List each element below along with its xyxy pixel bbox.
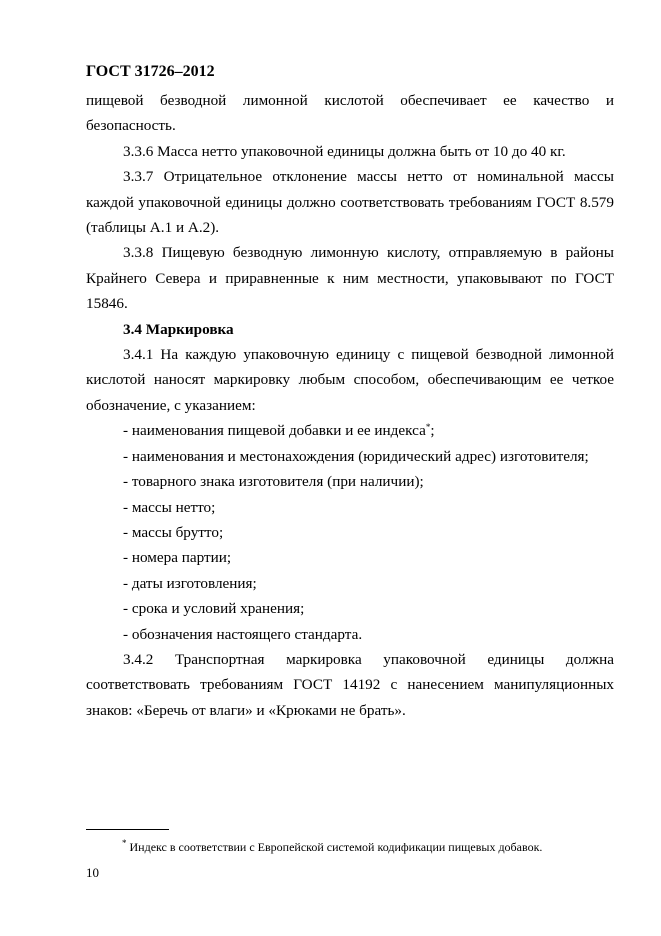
paragraph-3-3-8: 3.3.8 Пищевую безводную лимонную кислоту, отправляемую в районы Крайнего Севера и приравненные к ним местности, упаковывают по ГОСТ 15846.: [86, 244, 614, 313]
page-number: 10: [86, 865, 99, 880]
footnote-reference: *: [425, 422, 431, 433]
list-item: - номера партии;: [123, 549, 232, 567]
paragraph-3-4-1: 3.4.1 На каждую упаковочную единицу с пищевой безводной лимонной кислотой наносят маркировку любым способом, обеспечивающим ее четкое обозначение, с указанием:: [86, 346, 614, 414]
footnote-text: Индекс в соответствии с Европейской системой кодификации пищевых добавок.: [126, 840, 543, 854]
list-item: - товарного знака изготовителя (при наличии);: [123, 473, 424, 491]
footnote-mark: *: [122, 838, 127, 848]
list-item: - срока и условий хранения;: [123, 600, 305, 618]
list-item-text: - наименования пищевой добавки и ее индекса: [123, 422, 426, 440]
paragraph-continuation: пищевой безводной лимонной кислотой обеспечивает ее качество и безопасность.: [86, 92, 614, 135]
list-item: - массы нетто;: [123, 498, 216, 516]
list-item: - наименования и местонахождения (юридический адрес) изготовителя;: [123, 447, 589, 465]
paragraph-3-3-7: 3.3.7 Отрицательное отклонение массы нетто от номинальной массы каждой упаковочной единицы должно соответствовать требованиям ГОСТ 8.579 (таблицы А.1 и А.2).: [86, 168, 614, 237]
list-item: - массы брутто;: [123, 523, 224, 541]
paragraph-3-4-2: 3.4.2 Транспортная маркировка упаковочной единицы должна соответствовать требованиям ГОСТ 14192 с нанесением манипуляционных знаков: «Беречь от влаги» и «Крюками не брать».: [86, 650, 614, 719]
footnote: [122, 840, 542, 855]
list-item: [86, 418, 614, 443]
page-header: ГОСТ 31726–2012: [86, 63, 215, 80]
section-title-marking: 3.4 Маркировка: [123, 320, 234, 338]
list-item-punct: ;: [430, 422, 435, 440]
document-body: [86, 88, 614, 723]
list-item: - обозначения настоящего стандарта.: [123, 625, 363, 643]
paragraph-3-3-6: 3.3.6 Масса нетто упаковочной единицы должна быть от 10 до 40 кг.: [123, 142, 566, 160]
footnote-divider: [86, 829, 169, 830]
list-item: - даты изготовления;: [123, 574, 257, 592]
